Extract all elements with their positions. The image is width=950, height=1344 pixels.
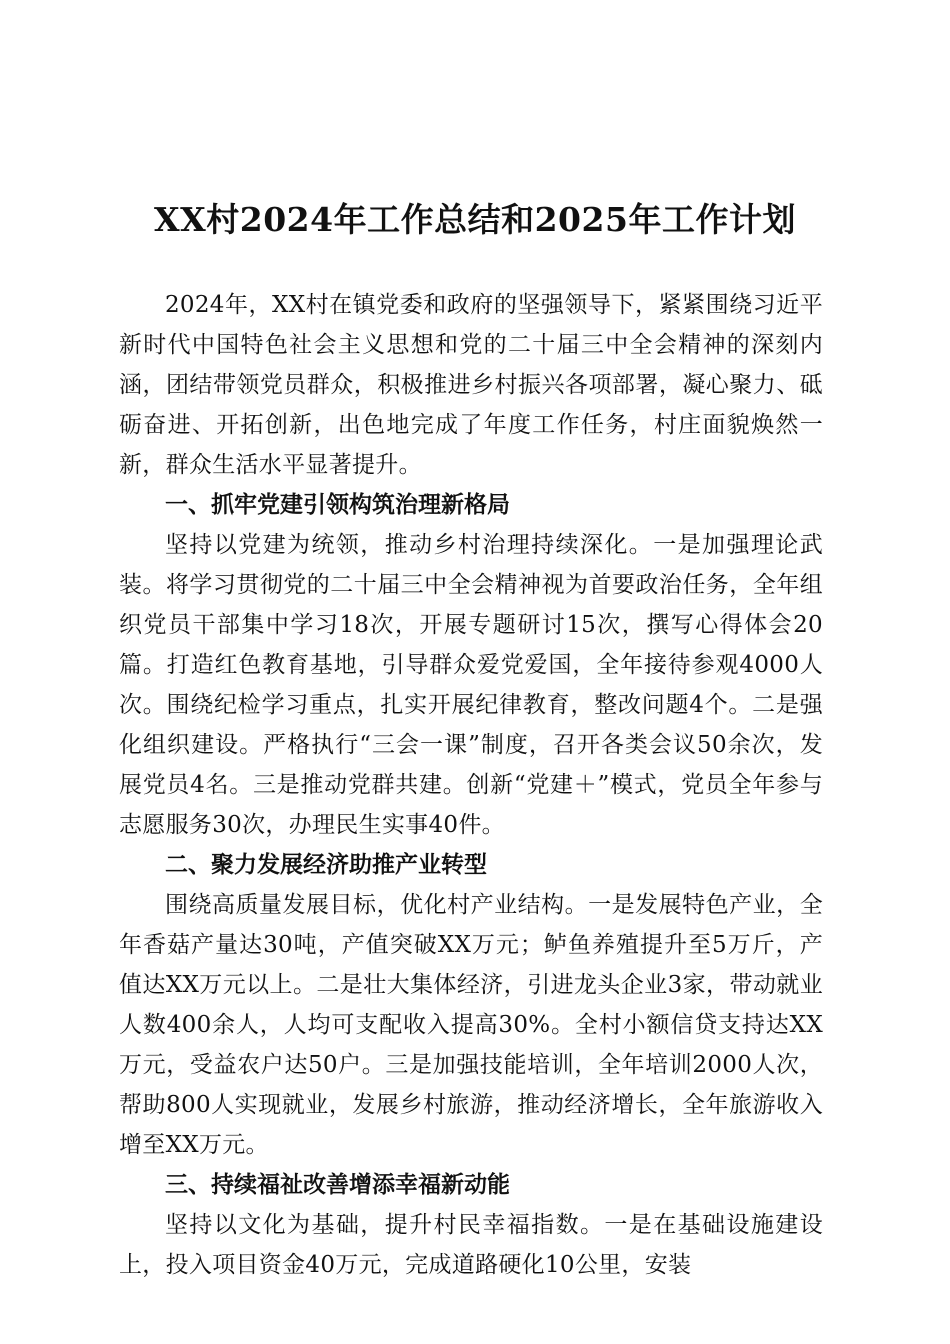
section-paragraph-economy: 围绕高质量发展目标，优化村产业结构。一是发展特色产业，全年香菇产量达30吨，产值突破XX万元；鲈鱼养殖提升至5万斤，产值达XX万元以上。二是壮大集体经济，引进龙头企业3家，带动就业人数400余人，人均可支配收入提高30%。全村小额信贷支持达XX万元，受益农户达50户。三是加强技能培训，全年培训2000人次，帮助800人实现就业，发展乡村旅游，推动经济增长，全年旅游收入增至XX万元。 [119,892,823,1158]
section-heading-party-building: 一、抓牢党建引领构筑治理新格局 [165,492,510,518]
document-title: XX村2024年工作总结和2025年工作计划 [154,200,796,239]
intro-paragraph: 2024年，XX村在镇党委和政府的坚强领导下，紧紧围绕习近平新时代中国特色社会主义思想和党的二十届三中全会精神的深刻内涵，团结带领党员群众，积极推进乡村振兴各项部署，凝心聚力、砥砺奋进、开拓创新，出色地完成了年度工作任务，村庄面貌焕然一新，群众生活水平显著提升。 [119,292,823,478]
section-heading-economy: 二、聚力发展经济助推产业转型 [165,852,487,878]
document-body [119,285,823,1285]
section-paragraph-welfare: 坚持以文化为基础，提升村民幸福指数。一是在基础设施建设上，投入项目资金40万元，完成道路硬化10公里，安装 [119,1212,823,1278]
section-paragraph-party-building: 坚持以党建为统领，推动乡村治理持续深化。一是加强理论武装。将学习贯彻党的二十届三中全会精神视为首要政治任务，全年组织党员干部集中学习18次，开展专题研讨15次，撰写心得体会20篇。打造红色教育基地，引导群众爱党爱国，全年接待参观4000人次。围绕纪检学习重点，扎实开展纪律教育，整改问题4个。二是强化组织建设。严格执行“三会一课”制度，召开各类会议50余次，发展党员4名。三是推动党群共建。创新“党建＋”模式，党员全年参与志愿服务30次，办理民生实事40件。 [119,532,823,838]
section-heading-welfare: 三、持续福祉改善增添幸福新动能 [165,1172,510,1198]
